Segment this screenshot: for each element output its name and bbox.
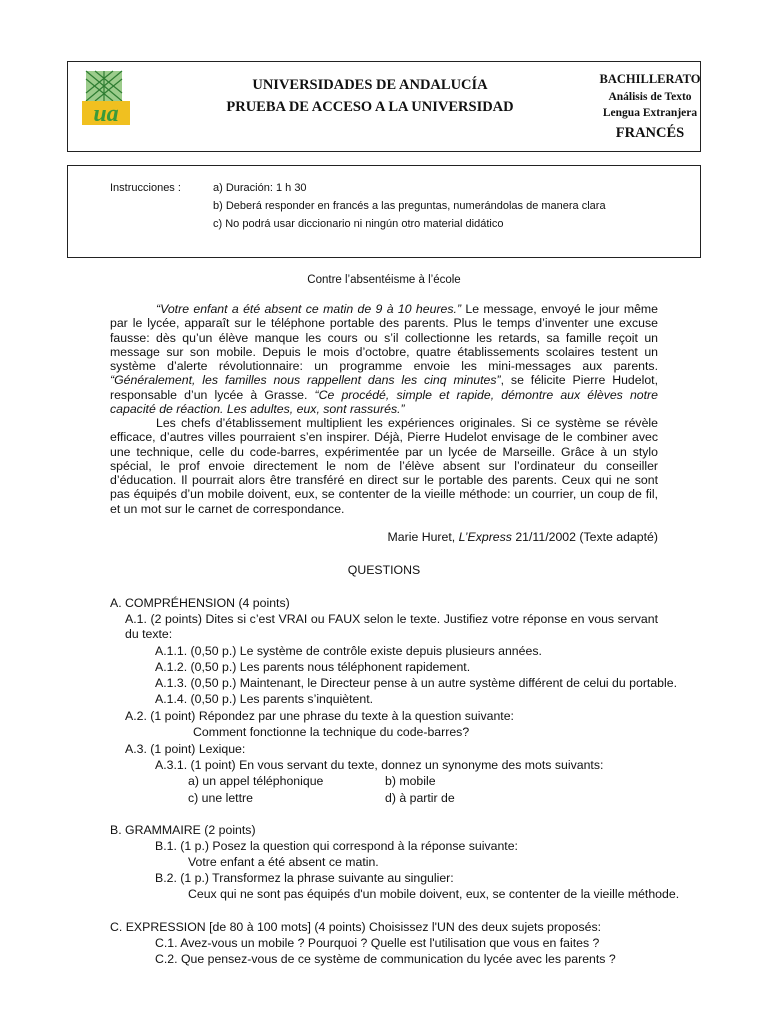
question-a12: A.1.2. (0,50 p.) Les parents nous téléphonent rapidement. [155,660,471,674]
question-a13: A.1.3. (0,50 p.) Maintenant, le Directeur pense à un autre système différent de celui du portable. [155,676,678,690]
header-subject2: Lengua Extranjera [602,107,698,119]
instruction-b: b) Deberá responder en francés a las preguntas, numerándolas de manera clara [213,200,606,212]
paragraph-1 [110,302,658,416]
question-b1-sentence: Votre enfant a été absent ce matin. [188,855,379,869]
question-a2: A.2. (1 point) Répondez par une phrase du texte à la question suivante: [125,709,514,723]
header-language: FRANCÉS [615,125,685,141]
paragraph-2: Les chefs d’établissement multiplient les expériences originales. Si ce système se révèle efficace, d’autres villes pourraient s’en inspirer. Déjà, Pierre Hudelot envisage de le combiner avec une technique, celle du code-barres, expérimentée par un lycée de Marseille. Grâce à un stylo spécial, le prof envoie directement le nom de l’élève absent sur l’ordinateur du conseiller d’éducation. Il pourrait alors être transféré en direct sur le portable des parents. Ceux qui ne sont pas équipés d’un mobile doivent, eux, se contenter de la vieille méthode: un courrier, un coup de fil, et un mot sur le carnet de correspondance. [110,416,658,516]
source-date: 21/11/2002 (Texte adapté) [511,530,658,544]
quote-3: “Ce procédé, simple et rapide, démontre aux élèves notre capacité de réaction. Les adultes, eux, sont rassurés.” [110,387,658,417]
instruction-c: c) No podrá usar diccionario ni ningún otro material didático [213,218,504,230]
question-b2-sentence: Ceux qui ne sont pas équipés d'un mobile doivent, eux, se contenter de la vieille méthode. [188,887,680,901]
vocab-a: a) un appel téléphonique [188,774,324,788]
section-b-title: B. GRAMMAIRE (2 points) [110,823,256,837]
source-publication: L’Express [458,530,512,544]
question-c1: C.1. Avez-vous un mobile ? Pourquoi ? Quelle est l'utilisation que vous en faites ? [155,936,600,950]
question-a2-sentence: Comment fonctionne la technique du code-barres? [193,725,470,739]
question-b2: B.2. (1 p.) Transformez la phrase suivante au singulier: [155,871,454,885]
vocab-c: c) une lettre [188,791,253,805]
question-a14: A.1.4. (0,50 p.) Les parents s’inquiètent. [155,692,374,706]
header-exam: PRUEBA DE ACCESO A LA UNIVERSIDAD [226,99,514,115]
text-source [388,530,658,545]
vocab-b: b) mobile [385,774,436,788]
question-a1: A.1. (2 points) Dites si c’est VRAI ou FAUX selon le texte. Justifiez votre réponse en vous servant du texte: [125,612,658,642]
p1-text-a: Le message, envoyé le jour même par le lycée, apparaît sur le téléphone portable des parents. Plus le temps d’inventer une excuse fausse: dès qu’un élève manque les cours ou s’il collectionne les retards, sa famille reçoit un message sur son mobile. Depuis le mois d’octobre, quatre établissements scolaires testent un système d’alerte révolutionnaire: un programme envoie les mini-messages aux parents. [110,302,658,374]
section-a-title: A. COMPRÉHENSION (4 points) [110,596,290,610]
text-title: Contre l’absentéisme à l’école [307,274,461,286]
instructions-label: Instrucciones : [110,182,181,194]
question-c2: C.2. Que pensez-vous de ce système de communication du lycée avec les parents ? [155,952,616,966]
logo-text: ua [93,101,119,127]
p1-text-b: , se félicite Pierre Hudelot, responsable d’un lycée à Grasse. [110,373,658,402]
question-a31: A.3.1. (1 point) En vous servant du texte, donnez un synonyme des mots suivants: [155,758,604,772]
question-b1: B.1. (1 p.) Posez la question qui correspond à la réponse suivante: [155,839,518,853]
instruction-a: a) Duración: 1 h 30 [213,182,307,194]
quote-2: “Généralement, les familles nous rappellent dans les cinq minutes” [110,373,501,388]
section-c-title: C. EXPRESSION [de 80 à 100 mots] (4 points) Choisissez l'UN des deux sujets proposés: [110,920,602,934]
question-a11: A.1.1. (0,50 p.) Le système de contrôle existe depuis plusieurs années. [155,644,542,658]
question-a3: A.3. (1 point) Lexique: [125,742,246,756]
university-logo [80,69,132,127]
questions-heading: QUESTIONS [347,563,421,577]
logo-icon [80,69,132,127]
source-author: Marie Huret, [387,530,459,544]
header-level: BACHILLERATO [599,72,701,86]
header-org: UNIVERSIDADES DE ANDALUCÍA [252,77,488,93]
quote-1: “Votre enfant a été absent ce matin de 9 à 10 heures.” [156,302,462,316]
header-subject1: Análisis de Texto [608,91,692,103]
vocab-d: d) à partir de [385,791,455,805]
